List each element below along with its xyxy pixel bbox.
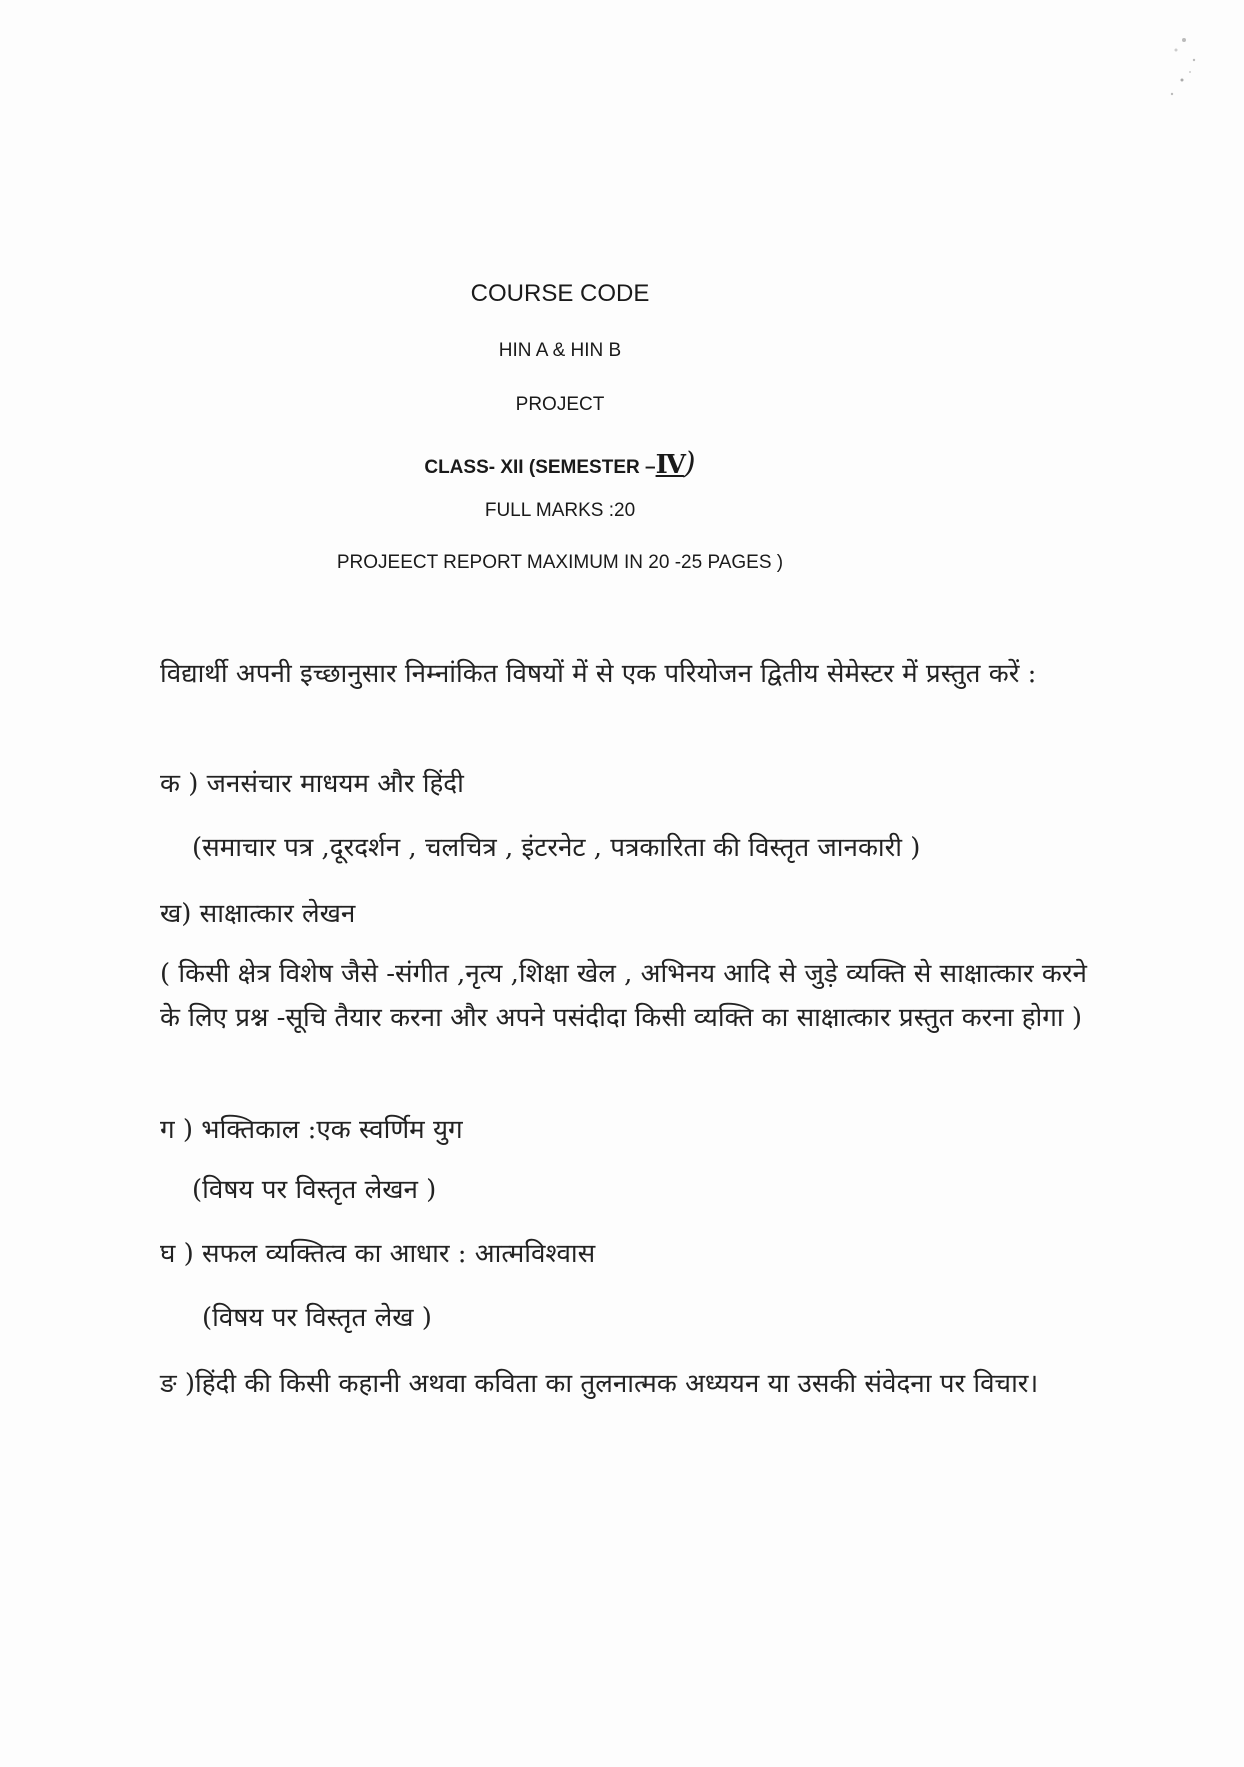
report-length-note: PROJEECT REPORT MAXIMUM IN 20 -25 PAGES ) — [336, 552, 784, 573]
topic-gha-title: घ ) सफल व्यक्तित्व का आधार : आत्मविश्वास — [160, 1239, 596, 1269]
instructions-paragraph: विद्यार्थी अपनी इच्छानुसार निम्नांकित विषयों में से एक परियोजन द्वितीय सेमेस्टर में प्रस्तुत करें : — [160, 659, 1037, 689]
topic-gha-detail: (विषय पर विस्तृत लेख ) — [202, 1303, 432, 1333]
course-code-heading: COURSE CODE — [470, 280, 650, 307]
full-marks: FULL MARKS :20 — [484, 500, 636, 521]
topic-ka-title: क ) जनसंचार माधयम और हिंदी — [160, 769, 464, 799]
topic-ga-title: ग ) भक्तिकाल :एक स्वर्णिम युग — [160, 1115, 463, 1145]
subject-codes: HIN A & HIN B — [498, 340, 622, 361]
project-label: PROJECT — [515, 394, 605, 415]
class-semester-line — [0, 446, 1120, 481]
semester-roman-numeral: IV — [655, 450, 684, 480]
topic-kha-title: ख) साक्षात्कार लेखन — [160, 899, 356, 929]
topic-ga-detail: (विषय पर विस्तृत लेखन ) — [192, 1175, 437, 1205]
class-prefix: CLASS- XII (SEMESTER – — [424, 457, 656, 478]
class-close-paren: ) — [683, 446, 696, 481]
topic-kha-detail: ( किसी क्षेत्र विशेष जैसे -संगीत ,नृत्य ,शिक्षा खेल , अभिनय आदि से जुड़े व्यक्ति से साक्षात्कार करने के लिए प्रश्न -सूचि तैयार करना और अपने पसंदीदा किसी व्यक्ति का साक्षात्कार प्रस्तुत करना होगा ) — [160, 959, 1087, 1033]
topic-ka-detail: (समाचार पत्र ,दूरदर्शन , चलचित्र , इंटरनेट , पत्रकारिता की विस्तृत जानकारी ) — [192, 833, 921, 863]
scan-specks — [1124, 20, 1204, 110]
topic-nga-title: ङ )हिंदी की किसी कहानी अथवा कविता का तुलनात्मक अध्ययन या उसकी संवेदना पर विचार। — [160, 1369, 1039, 1399]
